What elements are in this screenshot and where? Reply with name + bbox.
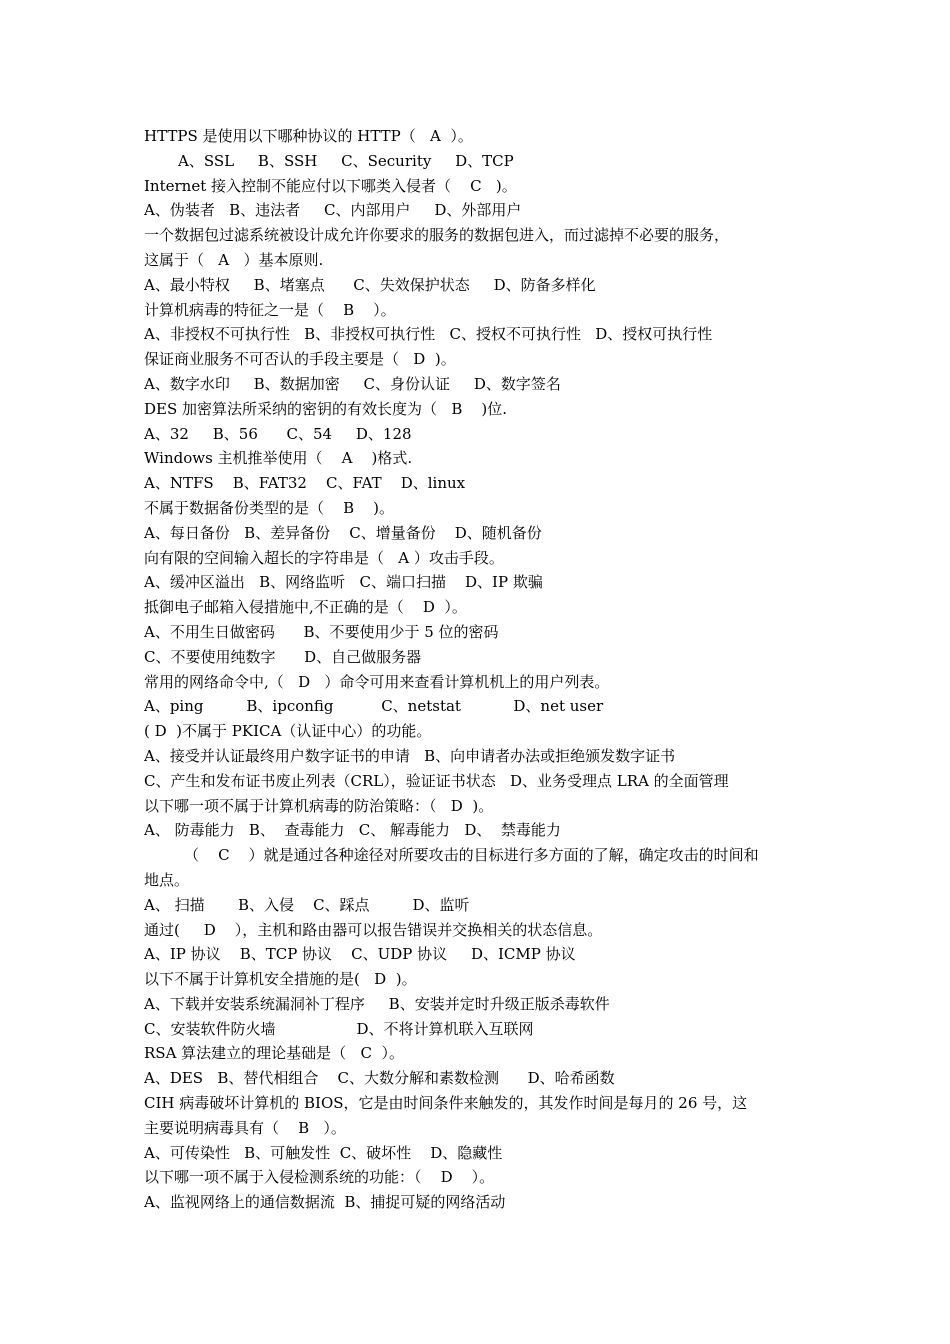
question-text: 这属于（ A ）基本原则. xyxy=(144,250,324,269)
question-text: HTTPS 是使用以下哪种协议的 HTTP（ A ）。 xyxy=(144,127,473,145)
question-text: 一个数据包过滤系统被设计成允许你要求的服务的数据包进入，而过滤掉不必要的服务， xyxy=(144,226,730,245)
question-text: DES 加密算法所采纳的密钥的有效长度为（ B )位. xyxy=(144,399,508,418)
document-body xyxy=(144,124,812,1215)
answer-options: A、ping B、ipconfig C、netstat D、net user xyxy=(144,697,604,716)
question-text: 保证商业服务不可否认的手段主要是（ D )。 xyxy=(144,350,456,369)
answer-options: A、最小特权 B、堵塞点 C、失效保护状态 D、防备多样化 xyxy=(144,275,596,294)
answer-options: A、 扫描 B、入侵 C、踩点 D、监听 xyxy=(144,895,470,914)
question-text: （ C ）就是通过各种途径对所要攻击的目标进行多方面的了解，确定攻击的时间和 xyxy=(184,846,759,865)
question-text: Internet 接入控制不能应付以下哪类入侵者（ C )。 xyxy=(144,176,517,195)
answer-options: A、SSL B、SSH C、Security D、TCP xyxy=(178,151,514,170)
question-text: CIH 病毒破坏计算机的 BIOS，它是由时间条件来触发的，其发作时间是每月的 26 号，这 xyxy=(144,1094,748,1113)
question-text: 通过( D ），主机和路由器可以报告错误并交换相关的状态信息。 xyxy=(144,920,603,939)
question-text: Windows 主机推举使用（ A )格式. xyxy=(144,449,413,468)
answer-options: A、IP 协议 B、TCP 协议 C、UDP 协议 D、ICMP 协议 xyxy=(144,945,576,964)
answer-options: A、 防毒能力 B、 查毒能力 C、 解毒能力 D、 禁毒能力 xyxy=(144,821,561,840)
question-text: 常用的网络命令中,（ D ）命令可用来查看计算机机上的用户列表。 xyxy=(144,672,610,691)
answer-options: A、每日备份 B、差异备份 C、增量备份 D、随机备份 xyxy=(144,523,542,542)
answer-options: A、NTFS B、FAT32 C、FAT D、linux xyxy=(144,474,466,493)
question-text: 不属于数据备份类型的是（ B )。 xyxy=(144,498,395,517)
answer-options: C、安装软件防火墙 D、不将计算机联入互联网 xyxy=(144,1019,534,1038)
question-text: ( D )不属于 PKICA（认证中心）的功能。 xyxy=(144,722,432,741)
question-text: 向有限的空间输入超长的字符串是（ A ）攻击手段。 xyxy=(144,548,504,567)
answer-options: A、伪装者 B、违法者 C、内部用户 D、外部用户 xyxy=(144,201,522,220)
answer-options: A、非授权不可执行性 B、非授权可执行性 C、授权不可执行性 D、授权可执行性 xyxy=(144,325,713,344)
question-text: 以下不属于计算机安全措施的是( D )。 xyxy=(144,970,417,989)
question-text: 以下哪一项不属于入侵检测系统的功能：（ D ）。 xyxy=(144,1168,495,1187)
question-text: 抵御电子邮箱入侵措施中,不正确的是（ D ）。 xyxy=(144,598,467,617)
question-text: RSA 算法建立的理论基础是（ C ）。 xyxy=(144,1044,404,1063)
answer-options: C、不要使用纯数字 D、自己做服务器 xyxy=(144,647,422,666)
question-text: 以下哪一项不属于计算机病毒的防治策略：（ D )。 xyxy=(144,796,494,815)
question-text: 主要说明病毒具有（ B ）。 xyxy=(144,1118,346,1137)
answer-options: A、下载并安装系统漏洞补丁程序 B、安装并定时升级正版杀毒软件 xyxy=(144,994,610,1013)
answer-options: A、不用生日做密码 B、不要使用少于 5 位的密码 xyxy=(144,622,499,641)
answer-options: A、32 B、56 C、54 D、128 xyxy=(144,424,412,443)
question-text: 地点。 xyxy=(144,870,190,889)
answer-options: C、产生和发布证书废止列表（CRL），验证证书状态 D、业务受理点 LRA 的全面管理 xyxy=(144,771,729,790)
answer-options: A、DES B、替代相组合 C、大数分解和素数检测 D、哈希函数 xyxy=(144,1069,615,1088)
answer-options: A、数字水印 B、数据加密 C、身份认证 D、数字签名 xyxy=(144,374,561,393)
answer-options: A、接受并认证最终用户数字证书的申请 B、向申请者办法或拒绝颁发数字证书 xyxy=(144,746,676,765)
question-text: 计算机病毒的特征之一是（ B ）。 xyxy=(144,300,396,319)
answer-options: A、可传染性 B、可触发性 C、破坏性 D、隐藏性 xyxy=(144,1143,503,1162)
answer-options: A、缓冲区溢出 B、网络监听 C、端口扫描 D、IP 欺骗 xyxy=(144,573,543,592)
answer-options: A、监视网络上的通信数据流 B、捕捉可疑的网络活动 xyxy=(144,1193,506,1212)
